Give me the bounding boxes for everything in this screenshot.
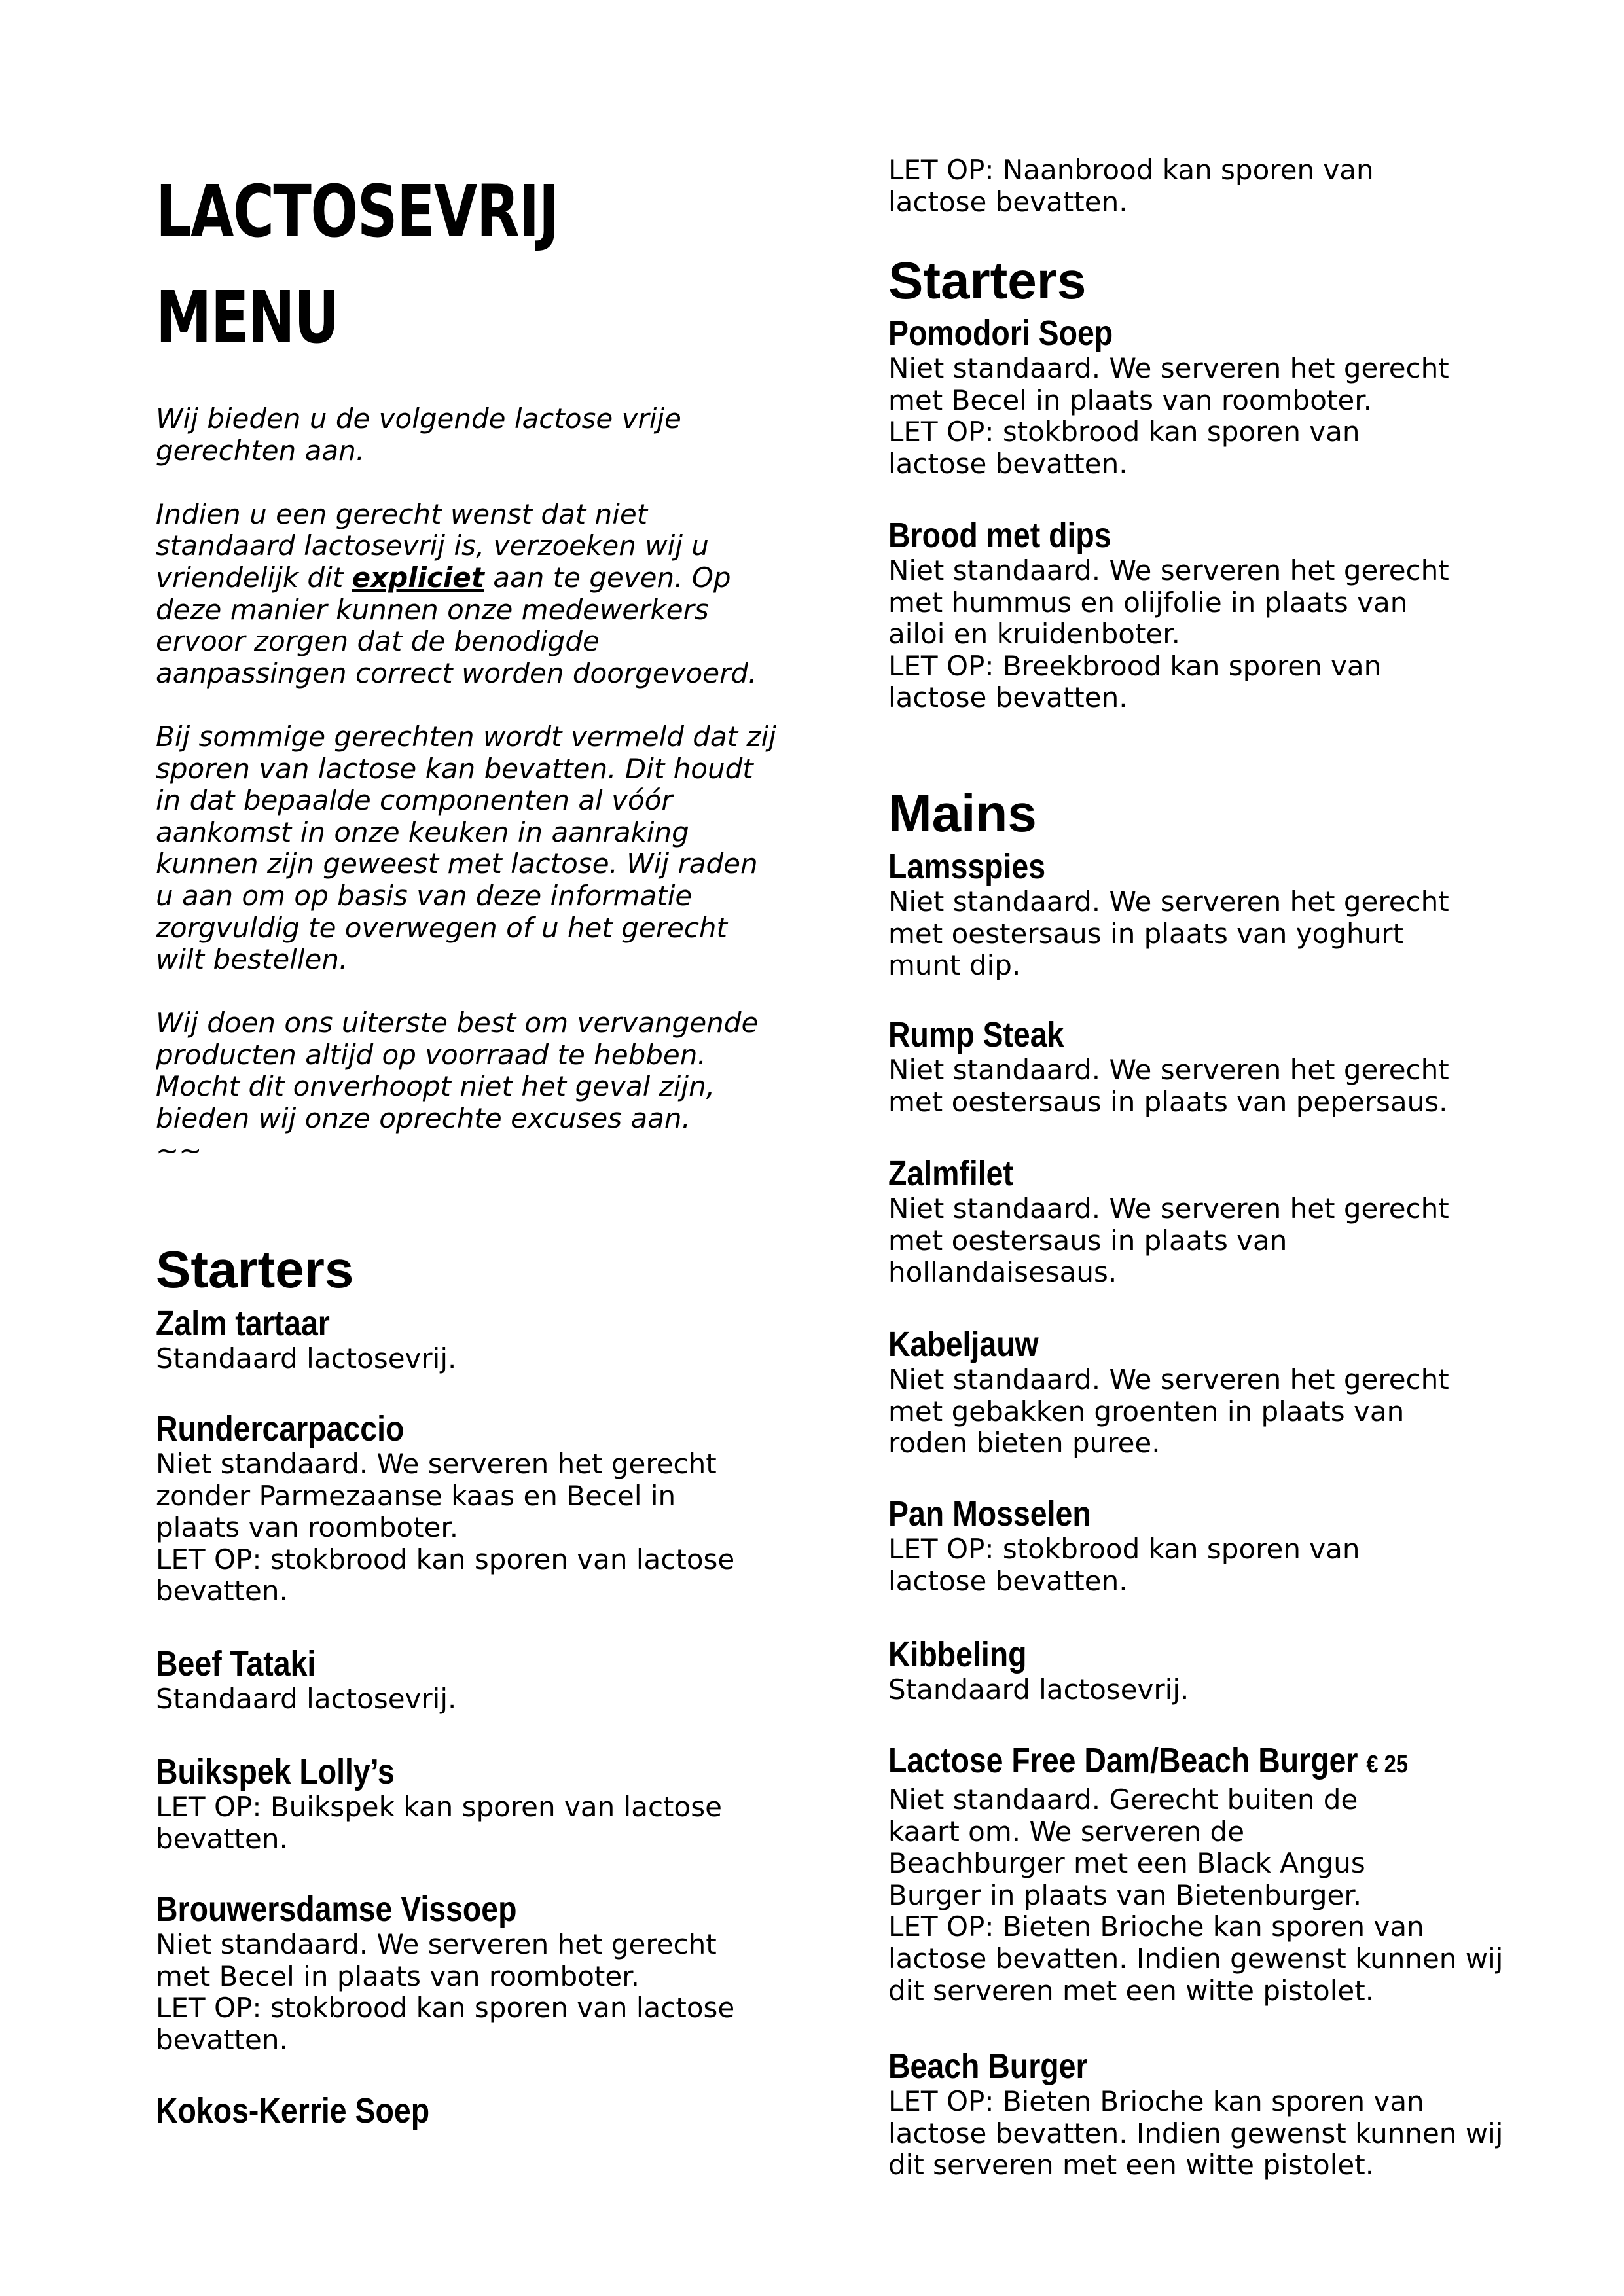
dish-description: LET OP: stokbrood kan sporen van lactose bevatten. xyxy=(888,1533,1360,1597)
section-heading-starters-left: Starters xyxy=(156,1240,354,1299)
dish-name: Beach Burger xyxy=(888,2047,1088,2086)
dish-description: LET OP: Buikspek kan sporen van lactose bevatten. xyxy=(156,1791,722,1855)
dish-description: Standaard lactosevrij. xyxy=(156,1683,457,1715)
dish-name-text: Lactose Free Dam/Beach Burger xyxy=(888,1741,1358,1780)
dish-description: Niet standaard. We serveren het gerecht met oestersaus in plaats van yoghurt munt dip. xyxy=(888,886,1449,982)
dish-item xyxy=(156,1752,784,1855)
dish-description: Niet standaard. We serveren het gerecht zonder Parmezaanse kaas en Becel in plaats van roomboter. LET OP: stokbrood kan sporen van lactose bevatten. xyxy=(156,1448,735,1607)
dish-name: Beef Tataki xyxy=(156,1644,316,1683)
intro-p2-before: Indien u een gerecht wenst dat niet standaard lactosevrij is, verzoeken wij u vriendelijk dit xyxy=(156,497,709,594)
dish-description: Niet standaard. Gerecht buiten de kaart om. We serveren de Beachburger met een Black Angus Burger in plaats van Bietenburger. LET OP: Bieten Brioche kan sporen van lactose bevatten. Indien gewenst kunnen wij dit serveren met een witte pistolet. xyxy=(888,1784,1504,2007)
intro-p2-after: aan te geven. Op deze manier kunnen onze medewerkers ervoor zorgen dat de benodigde aanpassingen correct worden doorgevoerd. xyxy=(156,561,757,689)
dish-item xyxy=(888,1015,1543,1118)
section-heading-starters-right: Starters xyxy=(888,251,1087,310)
dish-item xyxy=(888,314,1543,480)
dish-item xyxy=(888,847,1543,982)
dish-name: Kabeljauw xyxy=(888,1325,1039,1364)
intro-paragraph-2 xyxy=(156,499,784,690)
intro-paragraph-3: Bij sommige gerechten wordt vermeld dat zij sporen van lactose kan bevatten. Dit houdt in dat bepaalde componenten al vóór aankomst in onze keuken in aanraking kunnen zijn geweest met lactose. Wij raden u aan om op basis van deze informatie zorgvuldig te overwegen of u het gerecht wilt bestellen. xyxy=(156,720,776,976)
dish-name: Buikspek Lolly’s xyxy=(156,1752,395,1791)
dish-name: Pomodori Soep xyxy=(888,314,1113,353)
dish-name: Rump Steak xyxy=(888,1015,1064,1054)
dish-description: Niet standaard. We serveren het gerecht met oestersaus in plaats van pepersaus. xyxy=(888,1054,1449,1118)
section-heading-mains: Mains xyxy=(888,784,1037,842)
dish-name: Brouwersdamse Vissoep xyxy=(156,1890,517,1929)
dish-item xyxy=(888,2047,1543,2181)
dish-description: Niet standaard. We serveren het gerecht met oestersaus in plaats van hollandaisesaus. xyxy=(888,1193,1449,1289)
dish-name: Kibbeling xyxy=(888,1635,1027,1674)
dish-name: Pan Mosselen xyxy=(888,1494,1091,1534)
dish-description: Standaard lactosevrij. xyxy=(888,1674,1189,1706)
dish-item xyxy=(888,1325,1543,1460)
dish-item xyxy=(156,1890,784,2056)
dish-name xyxy=(888,1741,1451,1784)
dish-description: Niet standaard. We serveren het gerecht met Becel in plaats van roomboter. LET OP: stokbrood kan sporen van lactose bevatten. xyxy=(888,352,1449,480)
dish-item xyxy=(156,1304,784,1375)
price-label: € 25 xyxy=(1366,1751,1409,1778)
dish-description: LET OP: Bieten Brioche kan sporen van lactose bevatten. Indien gewenst kunnen wij dit serveren met een witte pistolet. xyxy=(888,2085,1504,2181)
title-line-1: LACTOSEVRIJ xyxy=(156,170,559,253)
title-line-2: MENU xyxy=(156,276,339,359)
dish-name: Lamsspies xyxy=(888,847,1046,886)
intro-text xyxy=(156,403,784,1198)
dish-name: Zalmfilet xyxy=(888,1154,1013,1193)
dish-name: Rundercarpaccio xyxy=(156,1409,405,1448)
dish-item xyxy=(888,516,1543,714)
intro-paragraph-4: Wij doen ons uiterste best om vervangende producten altijd op voorraad te hebben. Mocht dit onverhoopt niet het geval zijn, bieden wij onze oprechte excuses aan. ~~ xyxy=(156,1007,759,1166)
dish-item xyxy=(888,1741,1543,2007)
dish-item xyxy=(156,1409,784,1607)
dish-item xyxy=(156,2091,784,2130)
dish-name: Kokos-Kerrie Soep xyxy=(156,2091,430,2130)
emphasis-word: expliciet xyxy=(352,561,484,594)
dish-name: Zalm tartaar xyxy=(156,1304,330,1343)
page-title xyxy=(156,158,558,370)
dish-description: Standaard lactosevrij. xyxy=(156,1342,457,1374)
dish-description: Niet standaard. We serveren het gerecht met Becel in plaats van roomboter. LET OP: stokbrood kan sporen van lactose bevatten. xyxy=(156,1928,735,2056)
dish-name: Brood met dips xyxy=(888,516,1111,555)
intro-paragraph-1: Wij bieden u de volgende lactose vrije gerechten aan. xyxy=(156,403,681,467)
dish-description: Niet standaard. We serveren het gerecht met hummus en olijfolie in plaats van ailoi en kruidenboter. LET OP: Breekbrood kan sporen van lactose bevatten. xyxy=(888,554,1449,714)
dish-item xyxy=(888,1154,1543,1289)
dish-item xyxy=(156,1644,784,1715)
dish-item xyxy=(888,1494,1543,1597)
naanbrood-note: LET OP: Naanbrood kan sporen van lactose bevatten. xyxy=(888,154,1374,218)
dish-description: Niet standaard. We serveren het gerecht met gebakken groenten in plaats van roden bieten puree. xyxy=(888,1363,1449,1460)
dish-item xyxy=(888,1635,1543,1706)
